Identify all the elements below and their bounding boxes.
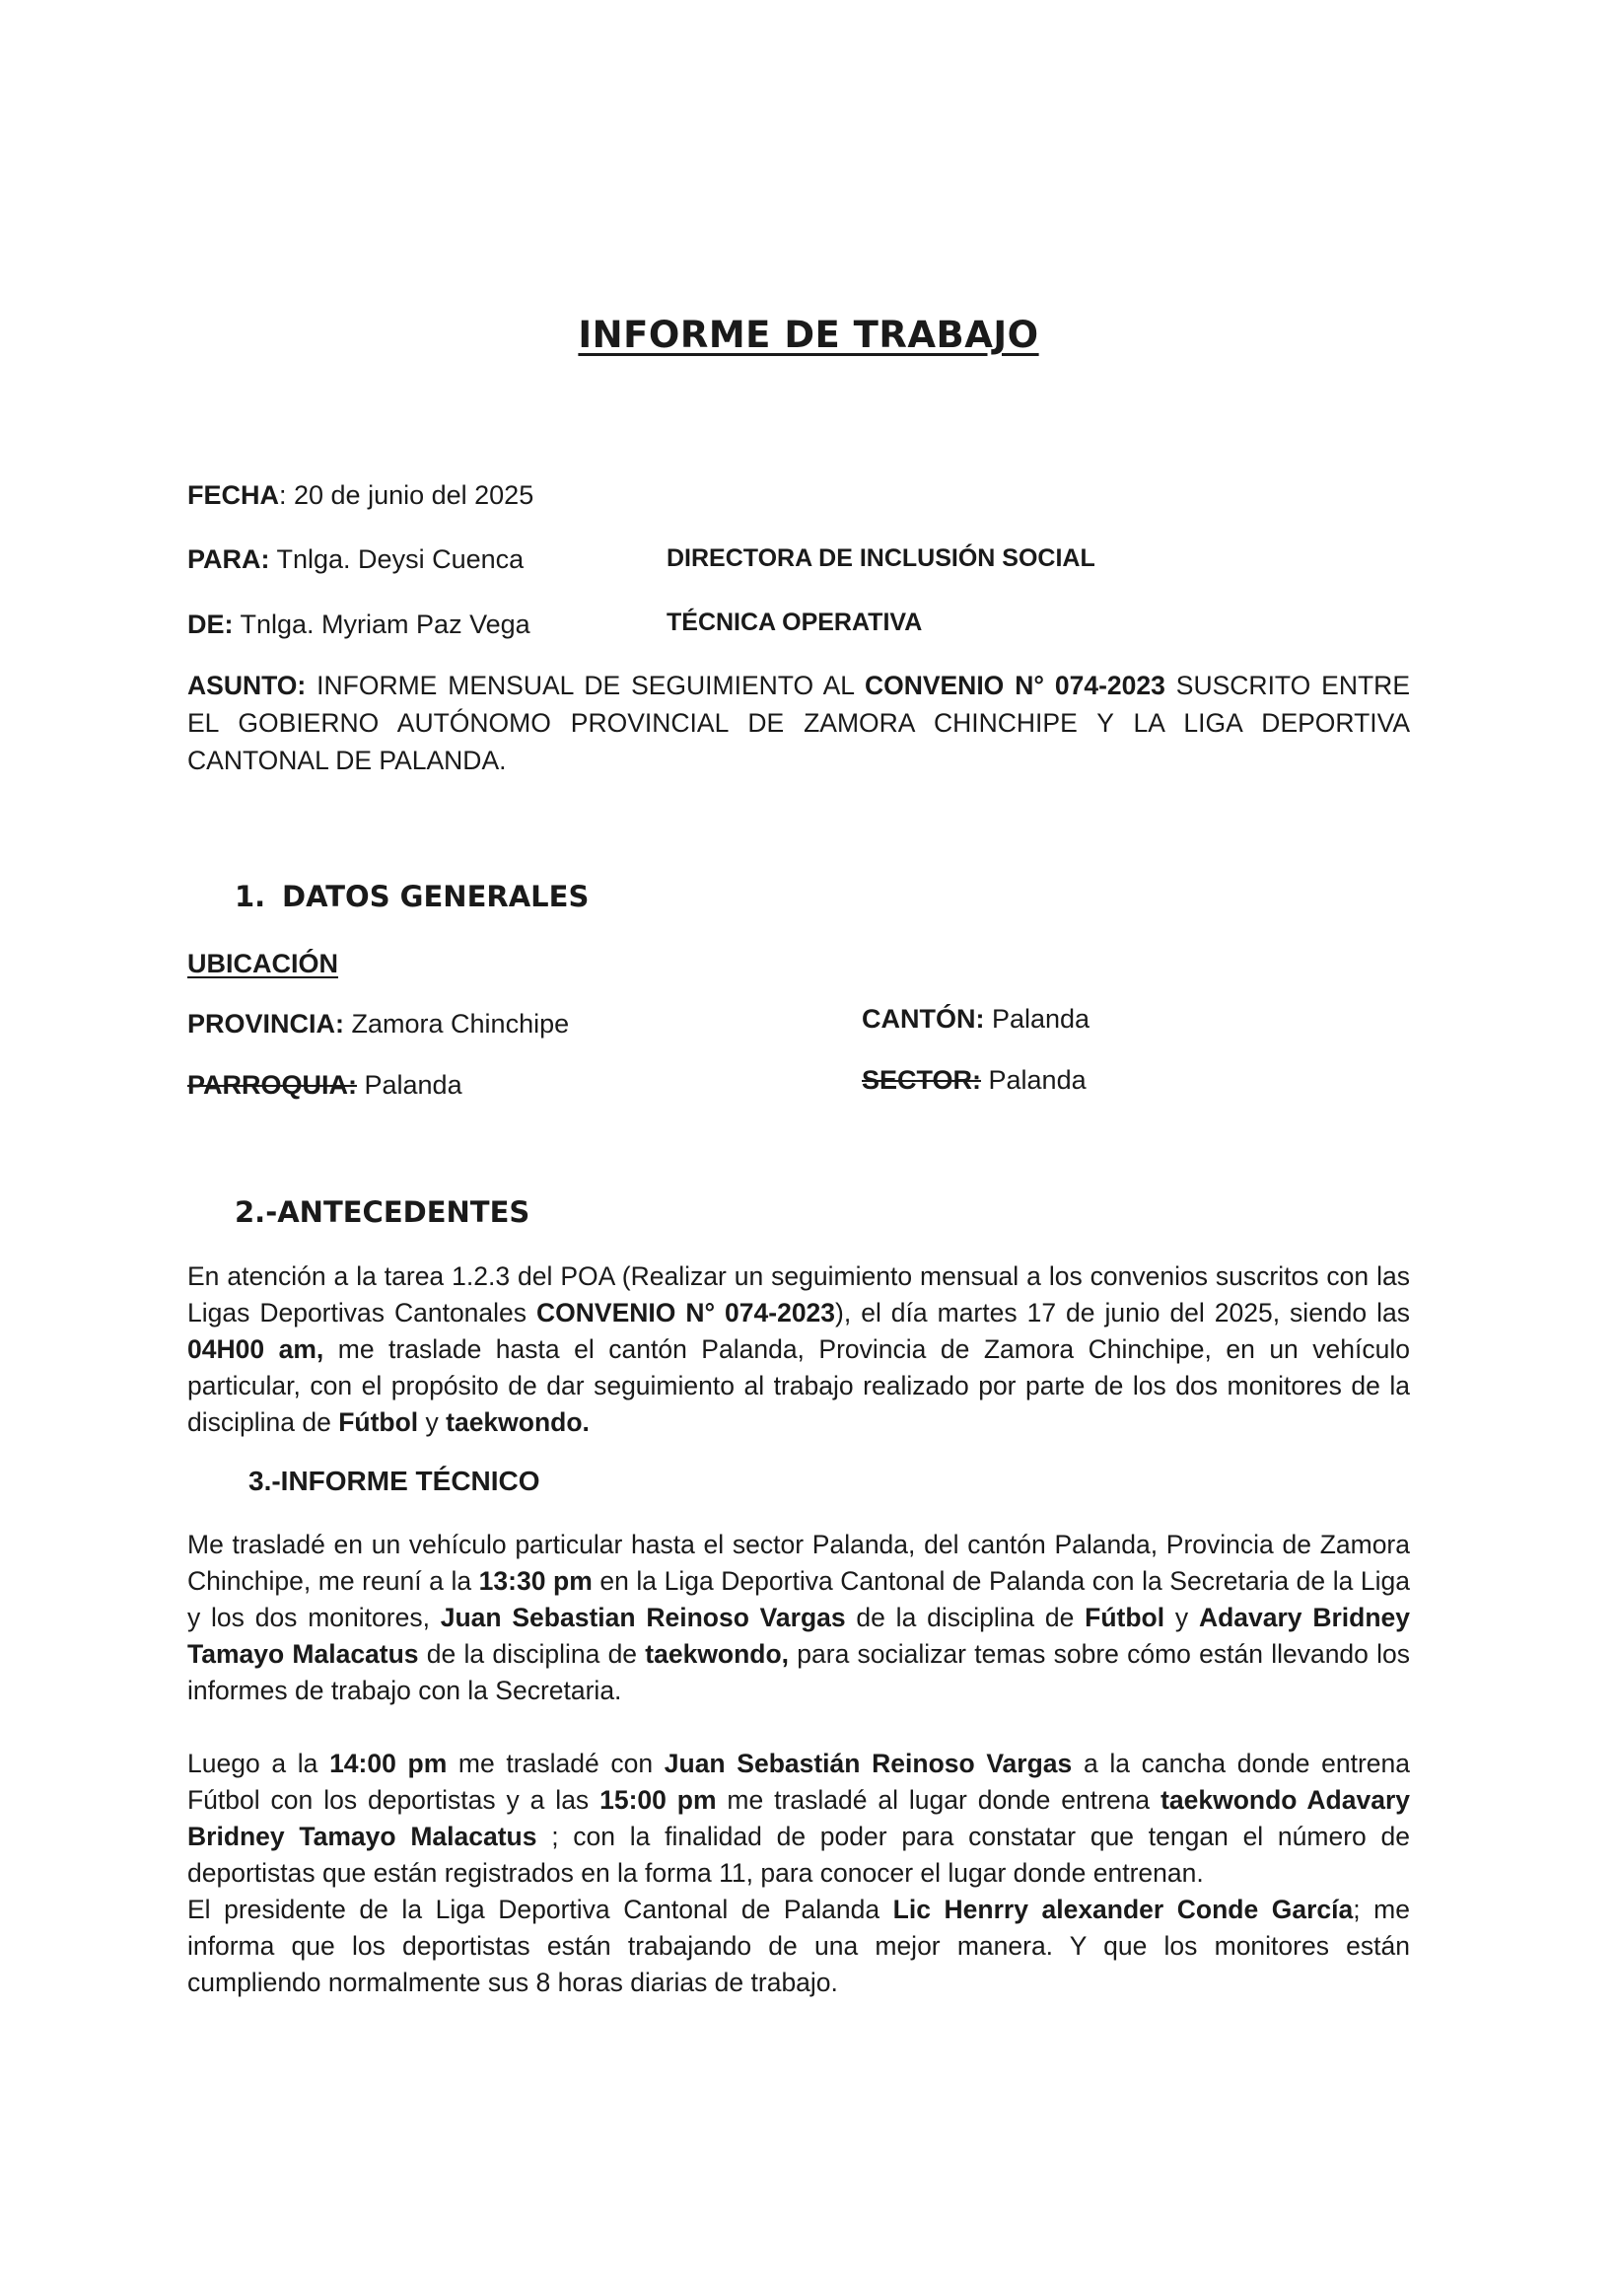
- canton-line: [862, 1004, 1090, 1035]
- asunto-text-1: INFORME MENSUAL DE SEGUIMIENTO AL: [306, 671, 865, 700]
- p2-monitor-1: Juan Sebastián Reinoso Vargas: [664, 1749, 1073, 1778]
- p1-text-4: y: [1164, 1603, 1199, 1632]
- p2-text-3: a la cancha donde entrena Fútbol con los deportistas y a las: [187, 1749, 1411, 1815]
- para-label: PARA:: [187, 544, 270, 574]
- p1-text-2: en la Liga Deportiva Cantonal de Palanda con la Secretaria de la Liga y los dos monitores,: [187, 1566, 1411, 1632]
- p1-text-1: Me trasladé en un vehículo particular hasta el sector Palanda, del cantón Palanda, Provincia de Zamora Chinchipe, me reuní a la: [187, 1530, 1410, 1596]
- p1-text-6: para socializar temas sobre cómo están llevando los informes de trabajo con la Secretaria.: [187, 1639, 1411, 1705]
- parroquia-line: [187, 1067, 462, 1103]
- antecedentes-futbol: Fútbol: [338, 1407, 419, 1437]
- p2-text-5: ; con la finalidad de poder para constatar que tengan el número de deportistas que están registrados en la forma 11, para conocer el lugar donde entrenan.: [187, 1822, 1410, 1888]
- p2-hora-2: 15:00 pm: [599, 1785, 717, 1815]
- antecedentes-taekwondo: taekwondo.: [446, 1407, 590, 1437]
- sector-label: SECTOR:: [862, 1065, 982, 1095]
- sector-value: Palanda: [981, 1065, 1087, 1095]
- p1-monitor-2: Adavary Bridney Tamayo Malacatus: [187, 1603, 1410, 1669]
- fecha-value: : 20 de junio del 2025: [279, 480, 534, 510]
- antecedentes-hora: 04H00 am,: [187, 1334, 324, 1364]
- section-2-heading: 2.-ANTECEDENTES: [235, 1195, 530, 1229]
- section-3-heading: 3.-INFORME TÉCNICO: [248, 1466, 540, 1496]
- informe-paragraph-2: [187, 1746, 1410, 1892]
- informe-paragraph-3: [187, 1892, 1410, 2001]
- provincia-line: [187, 1006, 569, 1041]
- fecha-line: [187, 477, 533, 513]
- section-1-heading: [235, 880, 589, 913]
- section-1-number: 1.: [235, 880, 266, 913]
- p1-monitor-1: Juan Sebastian Reinoso Vargas: [440, 1603, 846, 1632]
- para-value: Tnlga. Deysi Cuenca: [269, 544, 525, 574]
- informe-paragraph-1: [187, 1527, 1410, 1709]
- asunto-paragraph: [187, 667, 1410, 779]
- antecedentes-text-2: ), el día martes 17 de junio del 2025, siendo las: [835, 1298, 1411, 1327]
- antecedentes-convenio: CONVENIO N° 074-2023: [536, 1298, 836, 1327]
- para-line: [187, 541, 524, 577]
- p2-monitor-2: taekwondo Adavary Bridney Tamayo Malacatus: [187, 1785, 1411, 1851]
- parroquia-value: Palanda: [357, 1070, 462, 1100]
- antecedentes-text-4: y: [418, 1407, 447, 1437]
- antecedentes-text-3: me traslade hasta el cantón Palanda, Provincia de Zamora Chinchipe, en un vehículo particular, con el propósito de dar seguimiento al trabajo realizado por parte de los dos monitores de la disciplina de: [187, 1334, 1410, 1437]
- de-line: [187, 607, 530, 642]
- p1-futbol: Fútbol: [1085, 1603, 1165, 1632]
- p3-text-2: ; me informa que los deportistas están trabajando de una mejor manera. Y que los monitores están cumpliendo normalmente sus 8 horas diarias de trabajo.: [187, 1895, 1410, 1997]
- ubicacion-label: UBICACIÓN: [187, 949, 338, 978]
- p1-text-5: de la disciplina de: [418, 1639, 646, 1669]
- provincia-value: Zamora Chinchipe: [344, 1009, 570, 1039]
- p1-text-3: de la disciplina de: [845, 1603, 1086, 1632]
- canton-label: CANTÓN:: [862, 1004, 985, 1034]
- parroquia-label: PARROQUIA:: [187, 1070, 357, 1100]
- p2-text-4: me trasladé al lugar donde entrena: [716, 1785, 1161, 1815]
- asunto-label: ASUNTO:: [187, 671, 307, 700]
- p1-taekwondo: taekwondo,: [645, 1639, 790, 1669]
- p1-hora: 13:30 pm: [478, 1566, 593, 1596]
- para-role: DIRECTORA DE INCLUSIÓN SOCIAL: [667, 544, 1095, 572]
- antecedentes-text-1: En atención a la tarea 1.2.3 del POA (Realizar un seguimiento mensual a los convenios suscritos con las Ligas Deportivas Cantonales: [187, 1261, 1410, 1327]
- de-value: Tnlga. Myriam Paz Vega: [233, 610, 530, 639]
- de-role: TÉCNICA OPERATIVA: [667, 609, 923, 636]
- p2-hora-1: 14:00 pm: [329, 1749, 448, 1778]
- p2-text-1: Luego a la: [187, 1749, 330, 1778]
- canton-value: Palanda: [984, 1004, 1090, 1034]
- p3-text-1: El presidente de la Liga Deportiva Cantonal de Palanda: [187, 1895, 893, 1924]
- p3-presidente: Lic Henrry alexander Conde García: [892, 1895, 1354, 1924]
- fecha-label: FECHA: [187, 480, 279, 510]
- de-label: DE:: [187, 610, 234, 639]
- section-1-title: DATOS GENERALES: [282, 880, 590, 913]
- asunto-text-2: SUSCRITO ENTRE EL GOBIERNO AUTÓNOMO PROVINCIAL DE ZAMORA CHINCHIPE Y LA LIGA DEPORTIVA CANTONAL DE PALANDA.: [187, 671, 1410, 775]
- asunto-convenio: CONVENIO N° 074-2023: [864, 671, 1165, 700]
- provincia-label: PROVINCIA:: [187, 1009, 345, 1039]
- sector-line: [862, 1065, 1087, 1096]
- document-title: INFORME DE TRABAJO: [578, 314, 1039, 356]
- antecedentes-paragraph: [187, 1258, 1410, 1441]
- p2-text-2: me trasladé con: [447, 1749, 665, 1778]
